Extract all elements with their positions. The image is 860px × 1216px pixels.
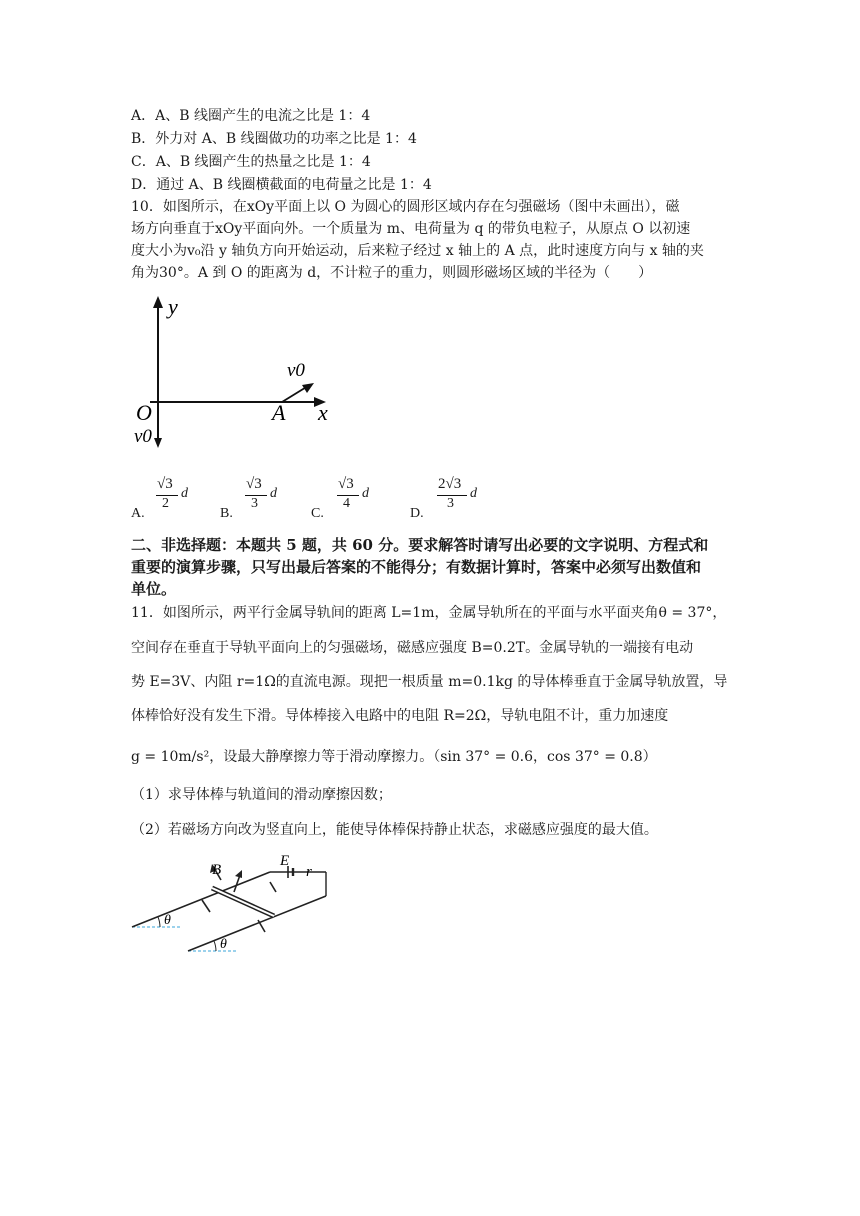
q10-option-c[interactable] [311,474,381,524]
field-b-label: B [212,862,222,878]
q10-option-d[interactable] [410,474,490,524]
fraction-numerator: √3 [157,476,173,492]
variable-d: d [362,486,369,501]
q10-line-1: 10．如图所示，在xOy平面上以 O 为圆心的圆形区域内存在匀强磁场（图中未画出），磁 [131,199,680,215]
option-letter: C. [311,506,324,521]
emf-e-label: E [280,853,290,869]
fraction-denominator: 2 [162,496,169,511]
q11-line-2: 空间存在垂直于导轨平面向上的匀强磁场，磁感应强度 B=0.2T。金属导轨的一端接有电动 [131,640,694,656]
fraction-numerator: √3 [338,476,354,492]
theta-label-1: θ [164,913,171,928]
x-axis-label: x [318,400,328,425]
section2-line-1: 二、非选择题：本题共 5 题，共 60 分。要求解答时请写出必要的文字说明、方程式和 [131,536,709,554]
variable-d: d [181,486,188,501]
theta-label-2: θ [220,937,227,952]
q10-option-b[interactable] [220,474,290,524]
fraction-numerator: √3 [246,476,262,492]
point-a-label: A [272,400,286,425]
q9-option-b: B．外力对 A、B 线圈做功的功率之比是 1：4 [131,131,417,147]
q10-line-2: 场方向垂直于xOy平面向外。一个质量为 m、电荷量为 q 的带负电粒子，从原点 O 以初速 [131,221,691,237]
variable-d: d [270,486,277,501]
q9-option-d: D．通过 A、B 线圈横截面的电荷量之比是 1：4 [131,177,432,193]
option-letter: A. [131,506,145,521]
fraction-denominator: 3 [447,496,454,511]
origin-label: O [136,400,152,425]
v0-bottom-label: v0 [134,426,152,447]
variable-d: d [470,486,477,501]
q9-option-a: A．A、B 线圈产生的电流之比是 1：4 [131,108,371,124]
section2-line-2: 重要的演算步骤，只写出最后答案的不能得分；有数据计算时，答案中必须写出数值和 [131,558,702,576]
y-axis-label: y [168,294,178,319]
q11-line-4: 体棒恰好没有发生下滑。导体棒接入电路中的电阻 R=2Ω，导轨电阻不计，重力加速度 [131,708,669,724]
q10-line-4: 角为30°。A 到 O 的距离为 d，不计粒子的重力，则圆形磁场区域的半径为（ ） [131,265,653,281]
q11-rail-figure [130,850,340,960]
fraction-denominator: 3 [251,496,258,511]
q10-option-a[interactable] [131,474,201,524]
q11-line-1: 11．如图所示，两平行金属导轨间的距离 L=1m，金属导轨所在的平面与水平面夹角θ = 37°， [131,605,727,621]
section2-line-3: 单位。 [131,580,177,598]
q11-line-3: 势 E=3V、内阻 r=1Ω的直流电源。现把一根质量 m=0.1kg 的导体棒垂直于金属导轨放置，导 [131,674,728,690]
option-letter: B. [220,506,233,521]
q10-line-3: 度大小为v₀沿 y 轴负方向开始运动，后来粒子经过 x 轴上的 A 点，此时速度方向与 x 轴的夹 [131,243,704,259]
q9-option-c: C．A、B 线圈产生的热量之比是 1：4 [131,154,371,170]
v0-top-label: v0 [287,360,305,381]
fraction-numerator: 2√3 [438,476,462,492]
q10-coordinate-figure [130,292,330,452]
fraction-denominator: 4 [343,496,350,511]
q11-sub-question-1: （1）求导体棒与轨道间的滑动摩擦因数； [131,787,392,803]
q11-line-5: g = 10m/s²，设最大静摩擦力等于滑动摩擦力。（sin 37° = 0.6，cos 37° = 0.8） [131,749,657,765]
resistance-r-label: r [306,864,312,880]
option-letter: D. [410,506,424,521]
q11-sub-question-2: （2）若磁场方向改为竖直向上，能使导体棒保持静止状态，求磁感应强度的最大值。 [131,822,658,838]
